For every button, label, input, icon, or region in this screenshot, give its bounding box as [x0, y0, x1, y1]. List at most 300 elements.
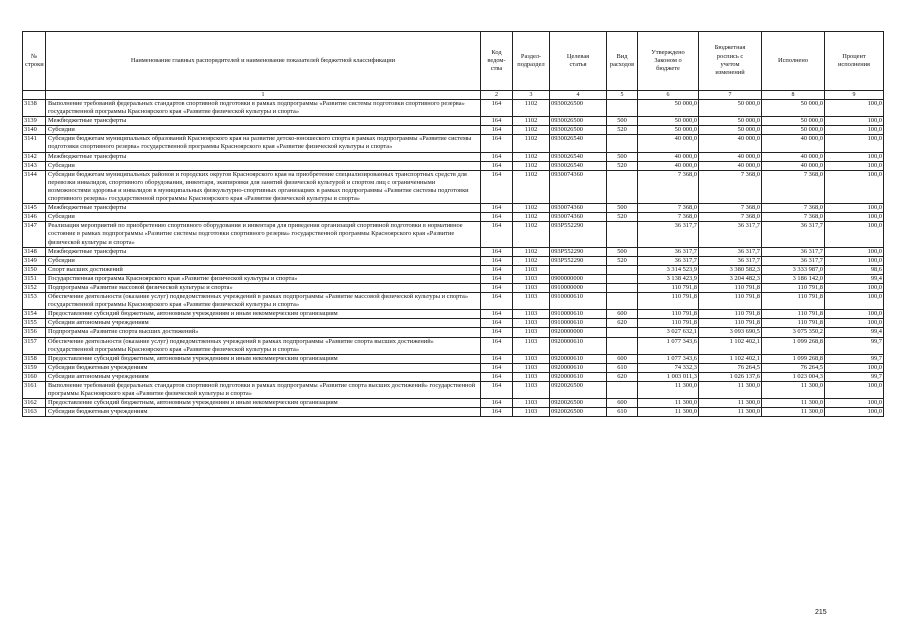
dept-code: 164 — [481, 363, 513, 372]
approved-amount: 1 077 343,6 — [638, 354, 699, 363]
row-number: 3158 — [23, 354, 46, 363]
execution-percent: 100,0 — [825, 399, 884, 408]
expense-type: 620 — [607, 319, 638, 328]
row-name: Субсидии бюджетным учреждениям — [46, 408, 481, 417]
section-code: 1102 — [513, 161, 550, 170]
execution-percent: 99,7 — [825, 372, 884, 381]
executed-amount: 76 264,5 — [762, 363, 825, 372]
approved-amount: 3 138 423,9 — [638, 274, 699, 283]
target-article: 0920000610 — [550, 372, 607, 381]
dept-code: 164 — [481, 152, 513, 161]
target-article — [550, 265, 607, 274]
table-row — [23, 213, 884, 222]
dept-code: 164 — [481, 256, 513, 265]
executed-amount: 3 186 142,0 — [762, 274, 825, 283]
budget-list-amount: 11 300,0 — [699, 382, 762, 399]
expense-type — [607, 274, 638, 283]
executed-amount: 110 791,8 — [762, 293, 825, 310]
table-row — [23, 408, 884, 417]
expense-type — [607, 265, 638, 274]
section-code: 1103 — [513, 382, 550, 399]
expense-type: 500 — [607, 152, 638, 161]
expense-type: 610 — [607, 408, 638, 417]
approved-amount: 7 368,0 — [638, 170, 699, 203]
execution-percent: 100,0 — [825, 293, 884, 310]
executed-amount: 7 368,0 — [762, 170, 825, 203]
target-article: 0920000610 — [550, 337, 607, 354]
section-code: 1102 — [513, 170, 550, 203]
execution-percent: 99,7 — [825, 354, 884, 363]
execution-percent: 100,0 — [825, 170, 884, 203]
executed-amount: 11 300,0 — [762, 382, 825, 399]
executed-amount: 3 075 350,2 — [762, 328, 825, 337]
table-row — [23, 117, 884, 126]
target-article: 0930074360 — [550, 213, 607, 222]
budget-list-amount: 36 317,7 — [699, 222, 762, 247]
column-number: 7 — [699, 91, 762, 100]
budget-list-amount: 1 026 137,6 — [699, 372, 762, 381]
row-name: Обеспечение деятельности (оказание услуг) подведомственных учреждений в рамках подпрограммы «Развитие спорта высших достижений» государственной программы Красноярского края «Развитие физической культуры и спорта» — [46, 337, 481, 354]
execution-percent: 100,0 — [825, 319, 884, 328]
target-article: 0920000610 — [550, 363, 607, 372]
row-number: 3153 — [23, 293, 46, 310]
row-name: Межбюджетные трансферты — [46, 204, 481, 213]
approved-amount: 50 000,0 — [638, 100, 699, 117]
row-number: 3160 — [23, 372, 46, 381]
budget-list-amount: 36 317,7 — [699, 247, 762, 256]
target-article: 0910000000 — [550, 283, 607, 292]
budget-list-amount: 110 791,8 — [699, 293, 762, 310]
budget-list-amount: 3 204 482,3 — [699, 274, 762, 283]
col-header-dept-code: Код ведом- ства — [481, 32, 513, 91]
approved-amount: 74 332,3 — [638, 363, 699, 372]
expense-type: 500 — [607, 247, 638, 256]
execution-percent: 100,0 — [825, 310, 884, 319]
budget-list-amount: 110 791,8 — [699, 283, 762, 292]
row-number: 3143 — [23, 161, 46, 170]
dept-code: 164 — [481, 265, 513, 274]
expense-type — [607, 382, 638, 399]
col-header-target-article: Целевая статья — [550, 32, 607, 91]
execution-percent: 100,0 — [825, 126, 884, 135]
expense-type — [607, 222, 638, 247]
table-row — [23, 274, 884, 283]
execution-percent: 100,0 — [825, 408, 884, 417]
row-name: Государственная программа Красноярского края «Развитие физической культуры и спорта» — [46, 274, 481, 283]
approved-amount: 7 368,0 — [638, 213, 699, 222]
dept-code: 164 — [481, 135, 513, 152]
execution-percent: 100,0 — [825, 100, 884, 117]
dept-code: 164 — [481, 117, 513, 126]
row-name: Субсидии — [46, 256, 481, 265]
approved-amount: 1 077 343,6 — [638, 337, 699, 354]
table-row — [23, 222, 884, 247]
expense-type — [607, 337, 638, 354]
executed-amount: 40 000,0 — [762, 161, 825, 170]
approved-amount: 40 000,0 — [638, 135, 699, 152]
row-number: 3144 — [23, 170, 46, 203]
row-name: Подпрограмма «Развитие массовой физической культуры и спорта» — [46, 283, 481, 292]
row-name: Субсидии — [46, 126, 481, 135]
section-code: 1103 — [513, 328, 550, 337]
dept-code: 164 — [481, 100, 513, 117]
section-code: 1103 — [513, 337, 550, 354]
row-name: Выполнение требований федеральных стандартов спортивной подготовки в рамках подпрограммы «Развитие системы подготовки спортивного резерва» государственной программы Красноярского края «Развитие физической культуры и спорта» — [46, 100, 481, 117]
approved-amount: 11 300,0 — [638, 408, 699, 417]
dept-code: 164 — [481, 222, 513, 247]
approved-amount: 11 300,0 — [638, 382, 699, 399]
execution-percent: 100,0 — [825, 256, 884, 265]
section-code: 1103 — [513, 310, 550, 319]
row-name: Субсидии автономным учреждениям — [46, 319, 481, 328]
row-name: Субсидии бюджетам муниципальных образований Красноярского края на развитие детско-юношеского спорта в рамках подпрограммы «Развитие системы подготовки спортивного резерва» государственной программы Красноярского края «Развитие физической культуры и спорта» — [46, 135, 481, 152]
row-name: Спорт высших достижений — [46, 265, 481, 274]
executed-amount: 3 333 987,0 — [762, 265, 825, 274]
expense-type: 520 — [607, 161, 638, 170]
budget-list-amount: 110 791,8 — [699, 310, 762, 319]
column-number — [23, 91, 46, 100]
executed-amount: 11 300,0 — [762, 408, 825, 417]
executed-amount: 36 317,7 — [762, 256, 825, 265]
target-article: 0900000000 — [550, 274, 607, 283]
target-article: 093P552290 — [550, 247, 607, 256]
row-number: 3145 — [23, 204, 46, 213]
section-code: 1102 — [513, 213, 550, 222]
budget-list-amount: 1 102 402,1 — [699, 337, 762, 354]
row-number: 3142 — [23, 152, 46, 161]
expense-type: 520 — [607, 213, 638, 222]
row-name: Предоставление субсидий бюджетным, автономным учреждениям и иным некоммерческим организациям — [46, 354, 481, 363]
target-article: 0930074360 — [550, 204, 607, 213]
table-row — [23, 372, 884, 381]
execution-percent: 100,0 — [825, 382, 884, 399]
target-article: 0910000610 — [550, 310, 607, 319]
col-header-row-number: № строки — [23, 32, 46, 91]
budget-list-amount: 11 300,0 — [699, 399, 762, 408]
executed-amount: 11 300,0 — [762, 399, 825, 408]
target-article: 0930074360 — [550, 170, 607, 203]
target-article: 0920026500 — [550, 408, 607, 417]
execution-percent: 100,0 — [825, 161, 884, 170]
row-number: 3150 — [23, 265, 46, 274]
section-code: 1103 — [513, 363, 550, 372]
target-article: 0930026500 — [550, 126, 607, 135]
section-code: 1103 — [513, 265, 550, 274]
row-name: Субсидии бюджетам муниципальных районов и городских округов Красноярского края на приобретение специализированных транспортных средств для перевозки инвалидов, спортивного оборудования, инвентаря, экипировки для занятий физической культурой и спортом лиц с ограниченными возможностями здоровья и инвалидов в муниципальных физкультурно-спортивных организациях в рамках подпрограммы «Развитие системы подготовки спортивного резерва» государственной программы Красноярского края «Развитие физической культуры и спорта» — [46, 170, 481, 203]
table-row — [23, 135, 884, 152]
col-header-name: Наименование главных распорядителей и наименование показателей бюджетной классификации — [46, 32, 481, 91]
col-header-approved: Утверждено Законом о бюджете — [638, 32, 699, 91]
row-name: Реализация мероприятий по приобретению спортивного оборудования и инвентаря для приведения организаций спортивной подготовки в нормативное состояние в рамках подпрограммы «Развитие системы подготовки спортивного резерва» государственной программы Красноярского края «Развитие физической культуры и спорта» — [46, 222, 481, 247]
row-name: Субсидии автономным учреждениям — [46, 372, 481, 381]
table-row — [23, 204, 884, 213]
section-code: 1103 — [513, 274, 550, 283]
execution-percent: 100,0 — [825, 247, 884, 256]
dept-code: 164 — [481, 382, 513, 399]
expense-type: 520 — [607, 256, 638, 265]
row-name: Межбюджетные трансферты — [46, 152, 481, 161]
executed-amount: 7 368,0 — [762, 204, 825, 213]
row-name: Межбюджетные трансферты — [46, 117, 481, 126]
expense-type — [607, 328, 638, 337]
executed-amount: 110 791,8 — [762, 283, 825, 292]
column-number: 9 — [825, 91, 884, 100]
target-article: 0930026500 — [550, 117, 607, 126]
execution-percent: 98,6 — [825, 265, 884, 274]
target-article: 0920026500 — [550, 382, 607, 399]
expense-type — [607, 170, 638, 203]
dept-code: 164 — [481, 354, 513, 363]
table-row — [23, 382, 884, 399]
budget-list-amount: 76 264,5 — [699, 363, 762, 372]
expense-type — [607, 100, 638, 117]
table-row — [23, 256, 884, 265]
table-row — [23, 100, 884, 117]
table-row — [23, 161, 884, 170]
budget-list-amount: 40 000,0 — [699, 135, 762, 152]
executed-amount: 50 000,0 — [762, 126, 825, 135]
table-row — [23, 354, 884, 363]
execution-percent: 99,4 — [825, 328, 884, 337]
section-code: 1102 — [513, 135, 550, 152]
approved-amount: 40 000,0 — [638, 161, 699, 170]
dept-code: 164 — [481, 213, 513, 222]
row-number: 3146 — [23, 213, 46, 222]
target-article: 0920000000 — [550, 328, 607, 337]
dept-code: 164 — [481, 126, 513, 135]
row-name: Субсидии бюджетным учреждениям — [46, 363, 481, 372]
row-number: 3138 — [23, 100, 46, 117]
row-number: 3161 — [23, 382, 46, 399]
row-name: Подпрограмма «Развитие спорта высших достижений» — [46, 328, 481, 337]
budget-list-amount: 40 000,0 — [699, 152, 762, 161]
target-article: 0910000610 — [550, 293, 607, 310]
executed-amount: 110 791,8 — [762, 319, 825, 328]
executed-amount: 40 000,0 — [762, 135, 825, 152]
approved-amount: 36 317,7 — [638, 247, 699, 256]
target-article: 0930026540 — [550, 152, 607, 161]
approved-amount: 1 003 011,3 — [638, 372, 699, 381]
section-code: 1102 — [513, 222, 550, 247]
dept-code: 164 — [481, 319, 513, 328]
row-number: 3141 — [23, 135, 46, 152]
table-row — [23, 337, 884, 354]
expense-type: 520 — [607, 126, 638, 135]
execution-percent: 100,0 — [825, 135, 884, 152]
row-number: 3140 — [23, 126, 46, 135]
column-number-row — [23, 91, 884, 100]
col-header-percent: Процент исполнения — [825, 32, 884, 91]
approved-amount: 50 000,0 — [638, 126, 699, 135]
executed-amount: 36 317,7 — [762, 247, 825, 256]
budget-list-amount: 1 102 402,1 — [699, 354, 762, 363]
approved-amount: 36 317,7 — [638, 256, 699, 265]
column-number: 3 — [513, 91, 550, 100]
column-number: 2 — [481, 91, 513, 100]
expense-type: 620 — [607, 372, 638, 381]
executed-amount: 1 099 268,8 — [762, 337, 825, 354]
execution-percent: 100,0 — [825, 204, 884, 213]
row-number: 3148 — [23, 247, 46, 256]
row-name: Субсидии — [46, 213, 481, 222]
row-number: 3163 — [23, 408, 46, 417]
table-row — [23, 126, 884, 135]
target-article: 0930026540 — [550, 161, 607, 170]
budget-list-amount: 36 317,7 — [699, 256, 762, 265]
section-code: 1102 — [513, 152, 550, 161]
section-code: 1102 — [513, 100, 550, 117]
approved-amount: 40 000,0 — [638, 152, 699, 161]
dept-code: 164 — [481, 170, 513, 203]
execution-percent: 100,0 — [825, 152, 884, 161]
expense-type — [607, 135, 638, 152]
section-code: 1102 — [513, 117, 550, 126]
section-code: 1103 — [513, 354, 550, 363]
row-number: 3156 — [23, 328, 46, 337]
row-number: 3159 — [23, 363, 46, 372]
expense-type: 600 — [607, 399, 638, 408]
budget-list-amount: 3 093 690,5 — [699, 328, 762, 337]
section-code: 1102 — [513, 247, 550, 256]
table-row — [23, 328, 884, 337]
row-number: 3152 — [23, 283, 46, 292]
table-row — [23, 319, 884, 328]
dept-code: 164 — [481, 283, 513, 292]
approved-amount: 11 300,0 — [638, 399, 699, 408]
table-row — [23, 152, 884, 161]
section-code: 1102 — [513, 256, 550, 265]
approved-amount: 3 027 632,1 — [638, 328, 699, 337]
col-header-expense-type: Вид расходов — [607, 32, 638, 91]
executed-amount: 50 000,0 — [762, 100, 825, 117]
table-row — [23, 247, 884, 256]
table-row — [23, 170, 884, 203]
expense-type: 500 — [607, 204, 638, 213]
budget-list-amount: 7 368,0 — [699, 213, 762, 222]
dept-code: 164 — [481, 274, 513, 283]
section-code: 1103 — [513, 408, 550, 417]
column-number: 1 — [46, 91, 481, 100]
executed-amount: 36 317,7 — [762, 222, 825, 247]
dept-code: 164 — [481, 408, 513, 417]
section-code: 1103 — [513, 372, 550, 381]
dept-code: 164 — [481, 204, 513, 213]
budget-list-amount: 7 368,0 — [699, 170, 762, 203]
dept-code: 164 — [481, 310, 513, 319]
row-name: Субсидии — [46, 161, 481, 170]
target-article: 0910000610 — [550, 319, 607, 328]
approved-amount: 50 000,0 — [638, 117, 699, 126]
approved-amount: 3 314 523,9 — [638, 265, 699, 274]
executed-amount: 110 791,8 — [762, 310, 825, 319]
dept-code: 164 — [481, 399, 513, 408]
column-number: 6 — [638, 91, 699, 100]
row-number: 3139 — [23, 117, 46, 126]
col-header-section: Раздел- подраздел — [513, 32, 550, 91]
expense-type — [607, 283, 638, 292]
expense-type: 600 — [607, 354, 638, 363]
row-name: Выполнение требований федеральных стандартов спортивной подготовки в рамках подпрограммы «Развитие спорта высших достижений» государственной программы Красноярского края «Развитие физической культуры и спорта» — [46, 382, 481, 399]
executed-amount: 7 368,0 — [762, 213, 825, 222]
execution-percent: 100,0 — [825, 363, 884, 372]
dept-code: 164 — [481, 328, 513, 337]
budget-list-amount: 3 380 582,3 — [699, 265, 762, 274]
row-number: 3162 — [23, 399, 46, 408]
executed-amount: 1 099 268,8 — [762, 354, 825, 363]
approved-amount: 7 368,0 — [638, 204, 699, 213]
table-row — [23, 283, 884, 292]
section-code: 1102 — [513, 126, 550, 135]
budget-list-amount: 40 000,0 — [699, 161, 762, 170]
dept-code: 164 — [481, 161, 513, 170]
target-article: 0930026540 — [550, 135, 607, 152]
executed-amount: 50 000,0 — [762, 117, 825, 126]
approved-amount: 110 791,8 — [638, 283, 699, 292]
budget-list-amount: 11 300,0 — [699, 408, 762, 417]
table-row — [23, 310, 884, 319]
execution-percent: 100,0 — [825, 117, 884, 126]
execution-percent: 99,7 — [825, 337, 884, 354]
execution-percent: 100,0 — [825, 222, 884, 247]
executed-amount: 1 023 004,3 — [762, 372, 825, 381]
budget-table-sheet — [22, 31, 883, 417]
row-number: 3155 — [23, 319, 46, 328]
column-number: 4 — [550, 91, 607, 100]
approved-amount: 110 791,8 — [638, 310, 699, 319]
expense-type: 600 — [607, 310, 638, 319]
table-row — [23, 399, 884, 408]
target-article: 093P552290 — [550, 256, 607, 265]
execution-percent: 100,0 — [825, 283, 884, 292]
target-article: 0920026500 — [550, 399, 607, 408]
dept-code: 164 — [481, 372, 513, 381]
executed-amount: 40 000,0 — [762, 152, 825, 161]
budget-list-amount: 50 000,0 — [699, 126, 762, 135]
approved-amount: 36 317,7 — [638, 222, 699, 247]
col-header-budget-list: Бюджетная роспись с учетом изменений — [699, 32, 762, 91]
row-number: 3151 — [23, 274, 46, 283]
expense-type: 610 — [607, 363, 638, 372]
table-row — [23, 293, 884, 310]
column-number: 8 — [762, 91, 825, 100]
dept-code: 164 — [481, 247, 513, 256]
dept-code: 164 — [481, 293, 513, 310]
column-number: 5 — [607, 91, 638, 100]
execution-percent: 100,0 — [825, 213, 884, 222]
row-number: 3157 — [23, 337, 46, 354]
target-article: 0920000610 — [550, 354, 607, 363]
target-article: 0930026500 — [550, 100, 607, 117]
approved-amount: 110 791,8 — [638, 319, 699, 328]
approved-amount: 110 791,8 — [638, 293, 699, 310]
budget-list-amount: 7 368,0 — [699, 204, 762, 213]
table-row — [23, 363, 884, 372]
execution-percent: 99,4 — [825, 274, 884, 283]
budget-table — [22, 31, 884, 417]
table-row — [23, 265, 884, 274]
row-name: Обеспечение деятельности (оказание услуг) подведомственных учреждений в рамках подпрограммы «Развитие массовой физической культуры и спорта» государственной программы Красноярского края «Развитие физической культуры и спорта» — [46, 293, 481, 310]
row-name: Предоставление субсидий бюджетным, автономным учреждениям и иным некоммерческим организациям — [46, 310, 481, 319]
col-header-executed: Исполнено — [762, 32, 825, 91]
budget-list-amount: 50 000,0 — [699, 100, 762, 117]
row-number: 3147 — [23, 222, 46, 247]
section-code: 1102 — [513, 204, 550, 213]
section-code: 1103 — [513, 293, 550, 310]
page-number: 215 — [815, 609, 827, 616]
row-number: 3149 — [23, 256, 46, 265]
section-code: 1103 — [513, 399, 550, 408]
row-name: Предоставление субсидий бюджетным, автономным учреждениям и иным некоммерческим организациям — [46, 399, 481, 408]
